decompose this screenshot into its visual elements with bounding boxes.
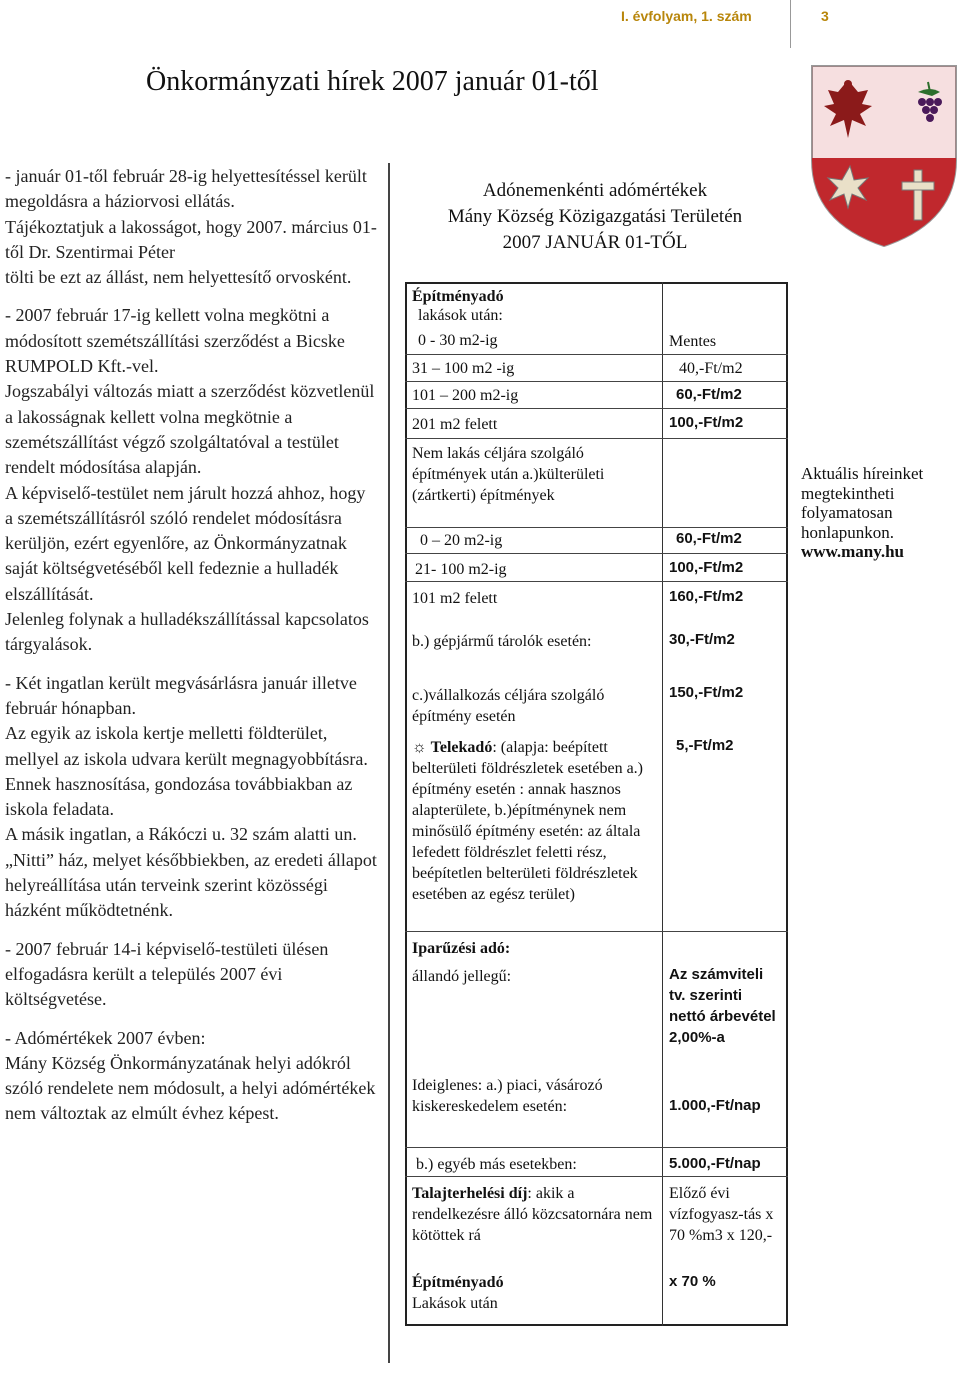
table-row-label: b.) egyéb más esetekben: [416,1156,577,1173]
table-rule [405,438,788,439]
table-row-value: 5.000,-Ft/nap [669,1155,761,1172]
table-subheading: lakások után: [418,307,503,324]
table-section-heading: Építményadó [412,288,504,305]
table-rule [405,553,788,554]
table-row-label: 0 - 30 m2-ig [418,332,498,349]
table-section-heading: Iparűzési adó: [412,940,511,957]
table-row-label: 101 – 200 m2-ig [412,387,519,404]
table-row-value: Mentes [669,333,717,350]
table-row-value: 1.000,-Ft/nap [669,1097,761,1114]
table-rule [405,931,788,932]
page-title: Önkormányzati hírek 2007 január 01-től [146,66,599,97]
table-rule [405,381,788,382]
table-rule [405,581,788,582]
table-rule [405,354,788,355]
news-paragraph: - Két ingatlan került megvásárlásra január illetve február hónapban. [5,672,357,718]
sun-icon: ☼ [412,739,427,756]
news-paragraph: Jogszabályi változás miatt a szerződést közvetlenül a lakosságnak kellett volna megkötnie a szemétszállítást végző szolgáltatóval a testület rendelt módosítása alapján. [5,381,375,478]
news-paragraph: - Adómértékek 2007 évben: [5,1027,206,1048]
website-link[interactable]: www.many.hu [801,542,904,561]
news-paragraph: Jelenleg folynak a hulladékszállítással kapcsolatos tárgyalások. [5,609,369,655]
news-paragraph: - január 01-től február 28-ig helyettesítéssel került megoldásra a háziorvosi ellátás. Tájékoztatjuk a lakosságot, hogy 2007. március 01-től Dr. Szentirmai Péter tölti be ezt az állást, nem helyettesítő orvosként. [5,166,377,288]
table-row-value: Az számviteli tv. szerinti nettó árbevétel 2,00%-a [669,966,776,1046]
table-row-value: Előző évi vízfogyasz-tás x 70 %m3 x 120,- [669,1185,774,1244]
table-row-label: ☼ Telekadó: (alapja: beépített belterületi földrészletek esetében a.) építmény esetén : annak hasznos alapterülete, b.)építménynek nem minősülő építmény esetén: az általa lefedett földrészlet feletti rész, beépítetlen belterületi földrészletek esetében az egész terület) [412,739,643,903]
table-row-value: 150,-Ft/m2 [669,684,744,701]
news-paragraph: Mány Község Önkormányzatának helyi adókról szóló rendelete nem módosult, a helyi adómértékek nem változtak az elmúlt évhez képest. [5,1052,376,1124]
coat-of-arms-icon [808,62,960,248]
table-row-value: 100,-Ft/m2 [669,559,744,576]
table-row-value: 5,-Ft/m2 [676,737,734,754]
table-row-value: 60,-Ft/m2 [676,530,742,547]
news-paragraph: - 2007 február 17-ig kellett volna megkötni a módosított szemétszállítási szerződést a Bicske RUMPOLD Kft.-vel. [5,305,345,377]
table-row-label: állandó jellegű: [412,968,512,985]
table-row-label: Nem lakás céljára szolgáló építmények után a.)külterületi (zártkerti) építmények [412,445,605,504]
table-row-label: c.)vállalkozás céljára szolgáló építmény esetén [412,687,605,725]
page-number: 3 [821,8,829,24]
news-column [5,164,377,1127]
table-row-value: 160,-Ft/m2 [669,588,744,605]
news-paragraph: A képviselő-testület nem járult hozzá ahhoz, hogy a szemétszállításról szóló rendelet módosításra kerüljön, ezért egyenlőre, az Önkormányzatnak saját költségvetéséből kell fedeznie a hulladék elszállítását. [5,482,366,604]
table-row-label: Ideiglenes: a.) piaci, vásározó kiskereskedelem esetén: [412,1077,603,1115]
table-row-value: 60,-Ft/m2 [676,386,742,403]
table-rule [405,408,788,409]
table-row-value: 100,-Ft/m2 [669,414,744,431]
news-paragraph: Az egyik az iskola kertje melletti földterület, mellyel az iskola udvara került megnagyobbításra. [5,723,368,769]
column-divider [388,163,390,1363]
table-row-label: 21- 100 m2-ig [415,561,507,578]
issue-label: I. évfolyam, 1. szám [621,8,752,24]
table-rule [405,1147,788,1148]
table-row-value: 30,-Ft/m2 [669,631,735,648]
table-row-label: 0 – 20 m2-ig [420,532,503,549]
table-rule [405,1176,788,1177]
table-row-value: x 70 % [669,1273,716,1290]
table-row-label: 31 – 100 m2 -ig [412,360,515,377]
website-note: Aktuális híreinket megtekintheti folyamatosan honlapunkon. www.many.hu [801,464,959,562]
table-row-label: 201 m2 felett [412,416,498,433]
table-row-label: Talajterhelési díj: akik a rendelkezésre álló közcsatornára nem kötöttek rá [412,1185,653,1244]
header-divider [790,0,791,48]
tax-table-title: Adónemenkénti adómértékek Mány Község Közigazgatási Területén 2007 JANUÁR 01-TŐL [447,180,743,253]
table-row-label: Építményadó Lakások után [412,1274,504,1312]
table-row-value: 40,-Ft/m2 [679,360,743,377]
table-row-label: b.) gépjármű tárolók esetén: [412,633,592,650]
news-paragraph: - 2007 február 14-i képviselő-testületi ülésen elfogadásra került a település 2007 évi költségvetése. [5,938,329,1010]
table-row-label: 101 m2 felett [412,590,498,607]
news-paragraph: A másik ingatlan, a Rákóczi u. 32 szám alatti un. „Nitti” ház, melyet későbbiekben, az eredeti állapot helyreállítása után terveink szerint közösségi házként működtetnénk. [5,824,377,921]
news-paragraph: Ennek hasznosítása, gondozása továbbiakban az iskola feladata. [5,773,353,820]
